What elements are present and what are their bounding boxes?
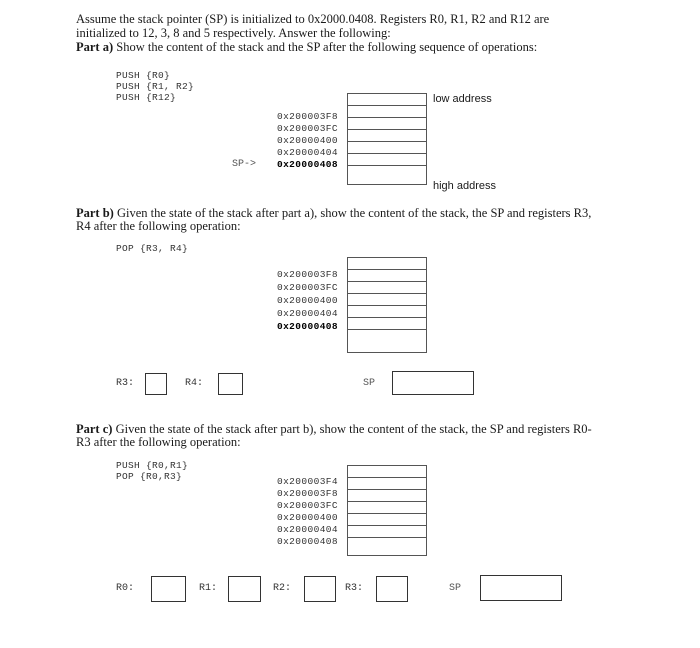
intro-line-2: initialized to 12, 3, 8 and 5 respectively. Answer the following: [76, 26, 391, 40]
part-c-text: Given the state of the stack after part b), show the content of the stack, the SP and registers R0- [112, 422, 592, 436]
stack-slot[interactable] [348, 318, 426, 330]
part-b-prompt [76, 206, 591, 220]
part-b-text-2: R4 after the following operation: [76, 219, 241, 233]
stack-slot[interactable] [348, 490, 426, 502]
part-c-stack [347, 465, 427, 556]
part-b-text: Given the state of the stack after part a), show the content of the stack, the SP and registers R3, [113, 206, 592, 220]
stack-slot[interactable] [348, 306, 426, 318]
stack-slot[interactable] [348, 514, 426, 526]
part-c-address: 0x200003F4 [276, 476, 338, 487]
part-b-r3-input[interactable] [145, 373, 167, 395]
part-a-text: Show the content of the stack and the SP after the following sequence of operations: [113, 40, 538, 54]
part-b-address: 0x200003FC [276, 282, 338, 293]
stack-slot[interactable] [348, 258, 426, 270]
stack-slot[interactable] [348, 282, 426, 294]
part-a-heading: Part a) [76, 40, 114, 54]
part-c-address: 0x200003F8 [276, 488, 338, 499]
part-b-address: 0x200003F8 [276, 269, 338, 280]
stack-slot[interactable] [348, 106, 426, 118]
part-b-sp-label: SP [363, 378, 376, 389]
stack-slot[interactable] [348, 270, 426, 282]
part-b-code-line-1: POP {R3, R4} [116, 243, 189, 254]
part-c-address: 0x20000404 [276, 524, 338, 535]
part-c-address: 0x20000400 [276, 512, 338, 523]
part-a-address: 0x20000400 [276, 135, 338, 146]
part-a-code-line-2: PUSH {R1, R2} [116, 81, 195, 92]
part-c-heading: Part c) [76, 422, 113, 436]
part-b-heading: Part b) [76, 206, 114, 220]
stack-slot[interactable] [348, 166, 426, 185]
stack-slot[interactable] [348, 94, 426, 106]
part-c-r1-label: R1: [199, 583, 218, 594]
part-c-r0-input[interactable] [151, 576, 186, 602]
part-a-address: 0x20000404 [276, 147, 338, 158]
low-address-label: low address [433, 93, 492, 105]
stack-slot[interactable] [348, 142, 426, 154]
part-a-code-line-3: PUSH {R12} [116, 92, 177, 103]
stack-slot[interactable] [348, 294, 426, 306]
part-c-sp-input[interactable] [480, 575, 562, 601]
part-b-address: 0x20000404 [276, 308, 338, 319]
part-b-address: 0x20000400 [276, 295, 338, 306]
part-b-r4-label: R4: [185, 378, 204, 389]
part-b-address-current: 0x20000408 [276, 321, 338, 332]
part-c-text-2: R3 after the following operation: [76, 435, 241, 449]
part-c-sp-label: SP [449, 583, 462, 594]
intro-line-1: Assume the stack pointer (SP) is initialized to 0x2000.0408. Registers R0, R1, R2 and R12 are [76, 12, 550, 26]
stack-slot[interactable] [348, 478, 426, 490]
stack-slot[interactable] [348, 330, 426, 349]
part-c-address: 0x200003FC [276, 500, 338, 511]
part-b-stack [347, 257, 427, 353]
stack-slot[interactable] [348, 466, 426, 478]
part-c-r2-input[interactable] [304, 576, 336, 602]
part-c-prompt [76, 422, 592, 436]
part-c-r3-label: R3: [345, 583, 364, 594]
stack-slot[interactable] [348, 526, 426, 538]
stack-slot[interactable] [348, 130, 426, 142]
high-address-label: high address [433, 180, 496, 192]
part-b-r3-label: R3: [116, 378, 135, 389]
stack-slot[interactable] [348, 118, 426, 130]
part-a-address: 0x200003FC [276, 123, 338, 134]
part-a-address: 0x200003F8 [276, 111, 338, 122]
stack-slot[interactable] [348, 154, 426, 166]
stack-slot[interactable] [348, 502, 426, 514]
part-a-code-line-1: PUSH {R0} [116, 70, 171, 81]
part-b-sp-input[interactable] [392, 371, 474, 395]
part-a-prompt [76, 40, 537, 54]
part-c-code-line-1: PUSH {R0,R1} [116, 460, 189, 471]
part-c-r1-input[interactable] [228, 576, 261, 602]
part-a-address-current: 0x20000408 [276, 159, 338, 170]
part-c-r2-label: R2: [273, 583, 292, 594]
part-b-r4-input[interactable] [218, 373, 243, 395]
part-c-r0-label: R0: [116, 583, 135, 594]
part-a-stack [347, 93, 427, 185]
stack-slot[interactable] [348, 538, 426, 557]
part-c-address: 0x20000408 [276, 536, 338, 547]
part-c-r3-input[interactable] [376, 576, 408, 602]
sp-arrow: SP-> [232, 159, 257, 170]
part-c-code-line-2: POP {R0,R3} [116, 471, 183, 482]
